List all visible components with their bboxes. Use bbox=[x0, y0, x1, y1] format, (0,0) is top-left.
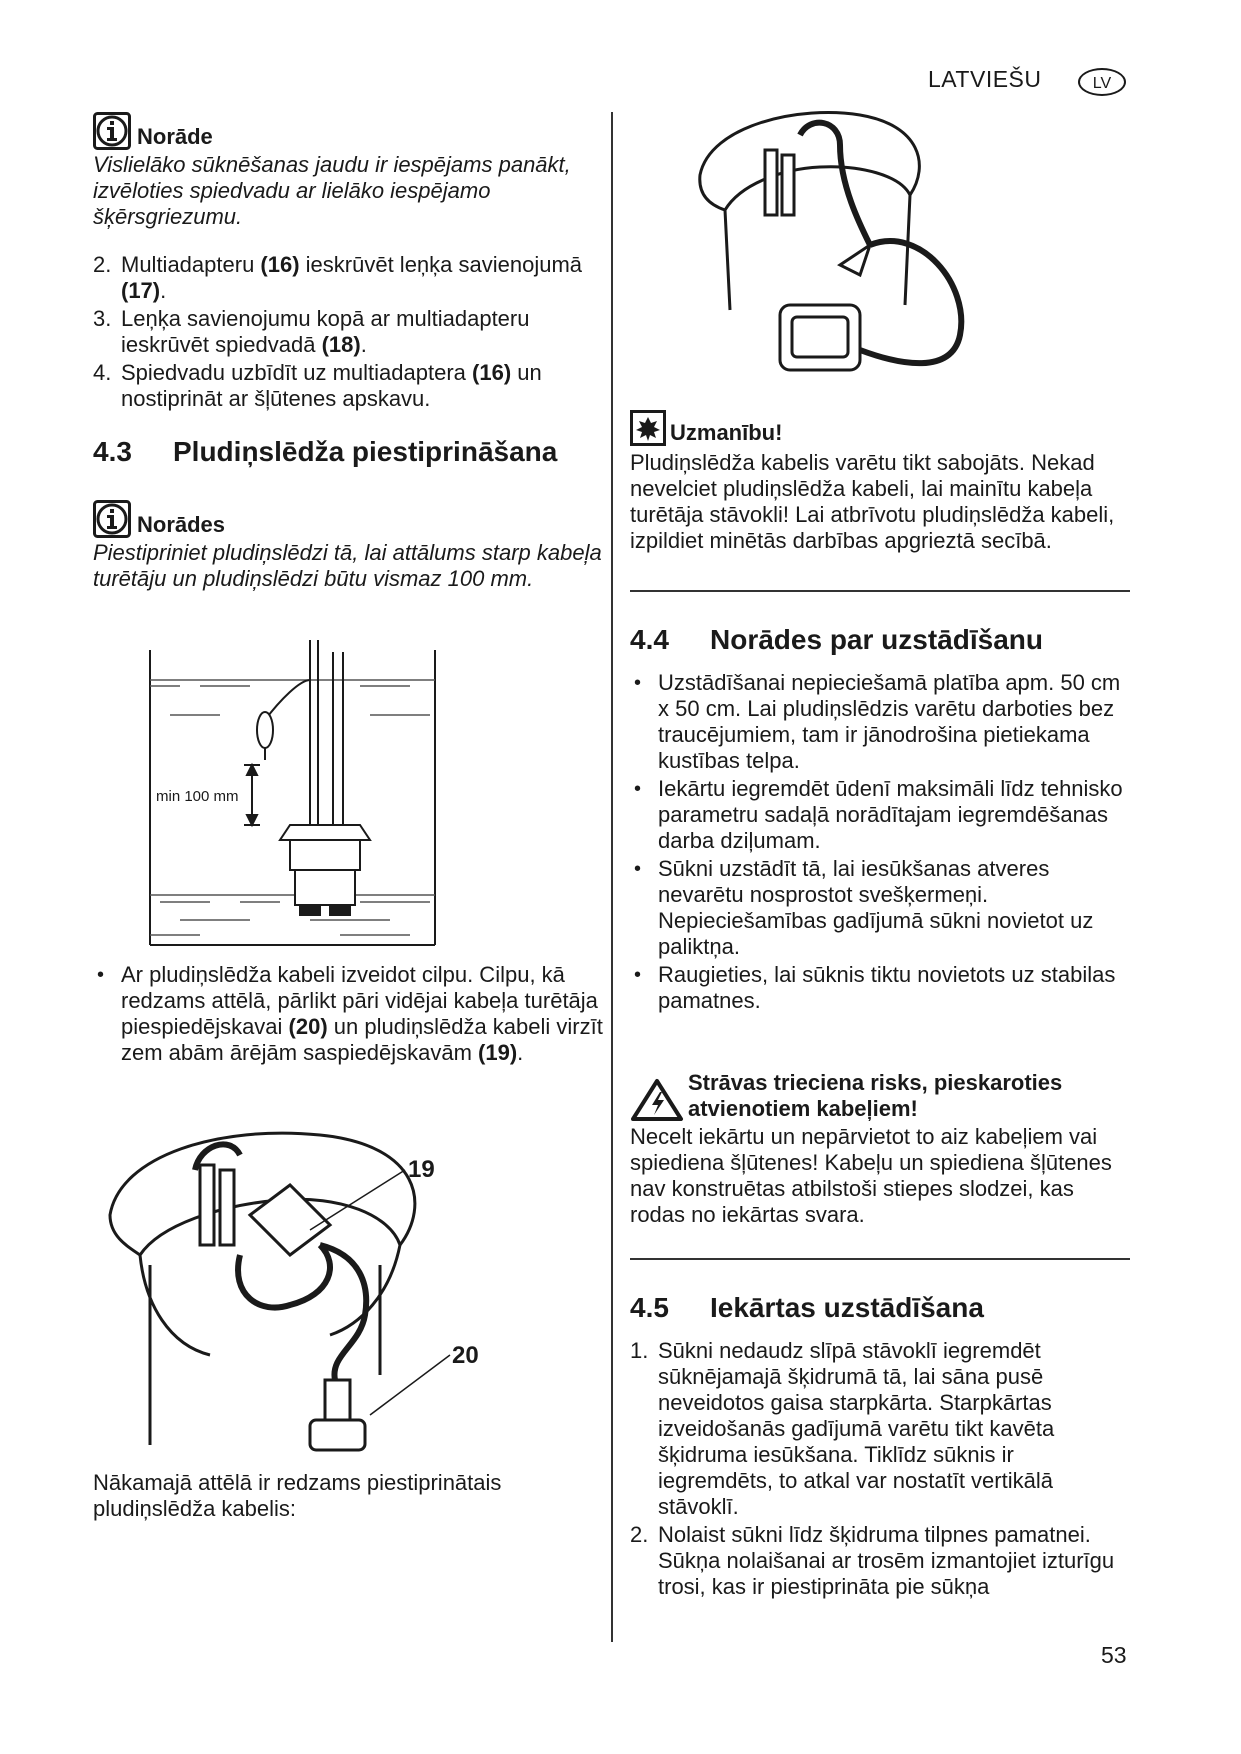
figure-float-distance bbox=[140, 640, 450, 955]
note-title: Norādes bbox=[137, 512, 226, 537]
caution-icon bbox=[630, 410, 666, 446]
list-item: 1. Sūkni nedaudz slīpā stāvoklī iegremdēt sūknējamajā šķidrumā tā, lai sāna pusē neveidotos gaisa starpkārta. Starpkārtas izveidošanās gadījumā varētu tikt kavēta šķidruma iesūkšana. Tiklīdz sūknis ir iegremdēts, to atkal var nostatīt vertikālā stāvoklī. bbox=[630, 1338, 1055, 1519]
list-item: 4. Spiedvadu uzbīdīt uz multiadaptera (16) un nostiprināt ar šļūtenes apskavu. bbox=[93, 360, 542, 411]
section-heading-4-5: 4.5 Iekārtas uzstādīšana bbox=[630, 1292, 984, 1323]
rule bbox=[630, 1258, 1130, 1260]
callout-19: 19 bbox=[408, 1156, 435, 1183]
electric-hazard-icon bbox=[630, 1078, 684, 1122]
column-divider bbox=[611, 112, 613, 1642]
danger-heading bbox=[630, 1070, 1130, 1122]
list-item: 2. Multiadapteru (16) ieskrūvēt leņķa savienojumā (17). bbox=[93, 252, 583, 303]
list-item: • Iekārtu iegremdēt ūdenī maksimāli līdz tehnisko parametru sadaļā norādītajam iegremdēšanas darba dziļumam. bbox=[630, 776, 1130, 854]
list-item: • Uzstādīšanai nepieciešamā platība apm. 50 cm x 50 cm. Lai pludiņslēdzis varētu darboties bez traucējumiem, tam ir jānodrošina pietiekama kustības telpa. bbox=[630, 670, 1130, 774]
list-item: • Raugieties, lai sūknis tiktu novietots uz stabilas pamatnes. bbox=[630, 962, 1130, 1014]
figure-cable-holder bbox=[100, 1115, 520, 1455]
note-text: Piestipriniet pludiņslēdzi tā, lai attālums starp kabeļa turētāju un pludiņslēdzi būtu vismaz 100 mm. bbox=[93, 540, 602, 591]
closing-text: Nākamajā attēlā ir redzams piestiprinātais pludiņslēdža kabelis: bbox=[93, 1470, 502, 1521]
danger-text: Necelt iekārtu un nepārvietot to aiz kabeļiem vai spiediena šļūtenes! Kabeļu un spiediena šļūtenes nav konstruētas atbilstoši stiepes slodzei, kas rodas no iekārtas svara. bbox=[630, 1124, 1112, 1227]
caution-block bbox=[630, 410, 1130, 554]
bullet-loop-instruction bbox=[93, 962, 603, 1068]
danger-block bbox=[630, 1070, 1130, 1228]
note-heading bbox=[93, 112, 603, 150]
page-number: 53 bbox=[1101, 1642, 1127, 1668]
list-item: • Sūkni uzstādīt tā, lai iesūkšanas atveres nevarētu nosprostot svešķermeņi. Nepieciešamības gadījumā sūkni novietot uz paliktņa. bbox=[630, 856, 1130, 960]
installation-steps-list bbox=[630, 1338, 1130, 1602]
language-badge: LV bbox=[1078, 68, 1126, 96]
list-item: • Ar pludiņslēdža kabeli izveidot cilpu. Cilpu, kā redzams attēlā, pārlikt pāri vidējai kabeļa turētāja piespiedējskavai (20) un pludiņslēdža kabeli virzīt zem abām ārējām saspiedējskavām (19). bbox=[93, 962, 603, 1066]
note-title: Norāde bbox=[137, 124, 213, 149]
info-icon bbox=[93, 500, 131, 538]
danger-title: Strāvas trieciena risks, pieskaroties atvienotiem kabeļiem! bbox=[688, 1070, 1063, 1121]
list-item: 2. Nolaist sūkni līdz šķidruma tilpnes pamatnei. Sūkņa nolaišanai ar trosēm izmantojiet izturīgu trosi, kas ir piestiprināta pie sūkņa bbox=[630, 1522, 1115, 1599]
note-text: Vislielāko sūknēšanas jaudu ir iespējams panākt, izvēloties spiedvadu ar lielāko iespējamo šķērsgriezumu. bbox=[93, 152, 571, 229]
figure-attached-cable bbox=[690, 105, 980, 405]
installation-notes-list bbox=[630, 670, 1130, 1016]
note-block-2 bbox=[93, 500, 603, 592]
callout-20: 20 bbox=[452, 1342, 479, 1369]
min-distance-label: min 100 mm bbox=[156, 788, 239, 805]
caution-title: Uzmanību! bbox=[670, 420, 783, 445]
rule bbox=[630, 590, 1130, 592]
section-heading-4-4: 4.4 Norādes par uzstādīšanu bbox=[630, 624, 1043, 655]
note-heading bbox=[93, 500, 603, 538]
header-language: LATVIEŠU bbox=[928, 66, 1042, 92]
info-icon bbox=[93, 112, 131, 150]
list-item: 3. Leņķa savienojumu kopā ar multiadapteru ieskrūvēt spiedvadā (18). bbox=[93, 306, 530, 357]
caution-heading bbox=[630, 410, 1130, 446]
note-block-1 bbox=[93, 112, 603, 230]
section-heading-4-3: 4.3 Pludiņslēdža piestiprināšana bbox=[93, 436, 558, 467]
caution-text: Pludiņslēdža kabelis varētu tikt sabojāts. Nekad nevelciet pludiņslēdža kabeli, lai mainītu kabeļa turētāja stāvokli! Lai atbrīvotu pludiņslēdža kabeli, izpildiet minētās darbības apgrieztā secībā. bbox=[630, 450, 1115, 553]
steps-list bbox=[93, 252, 603, 414]
